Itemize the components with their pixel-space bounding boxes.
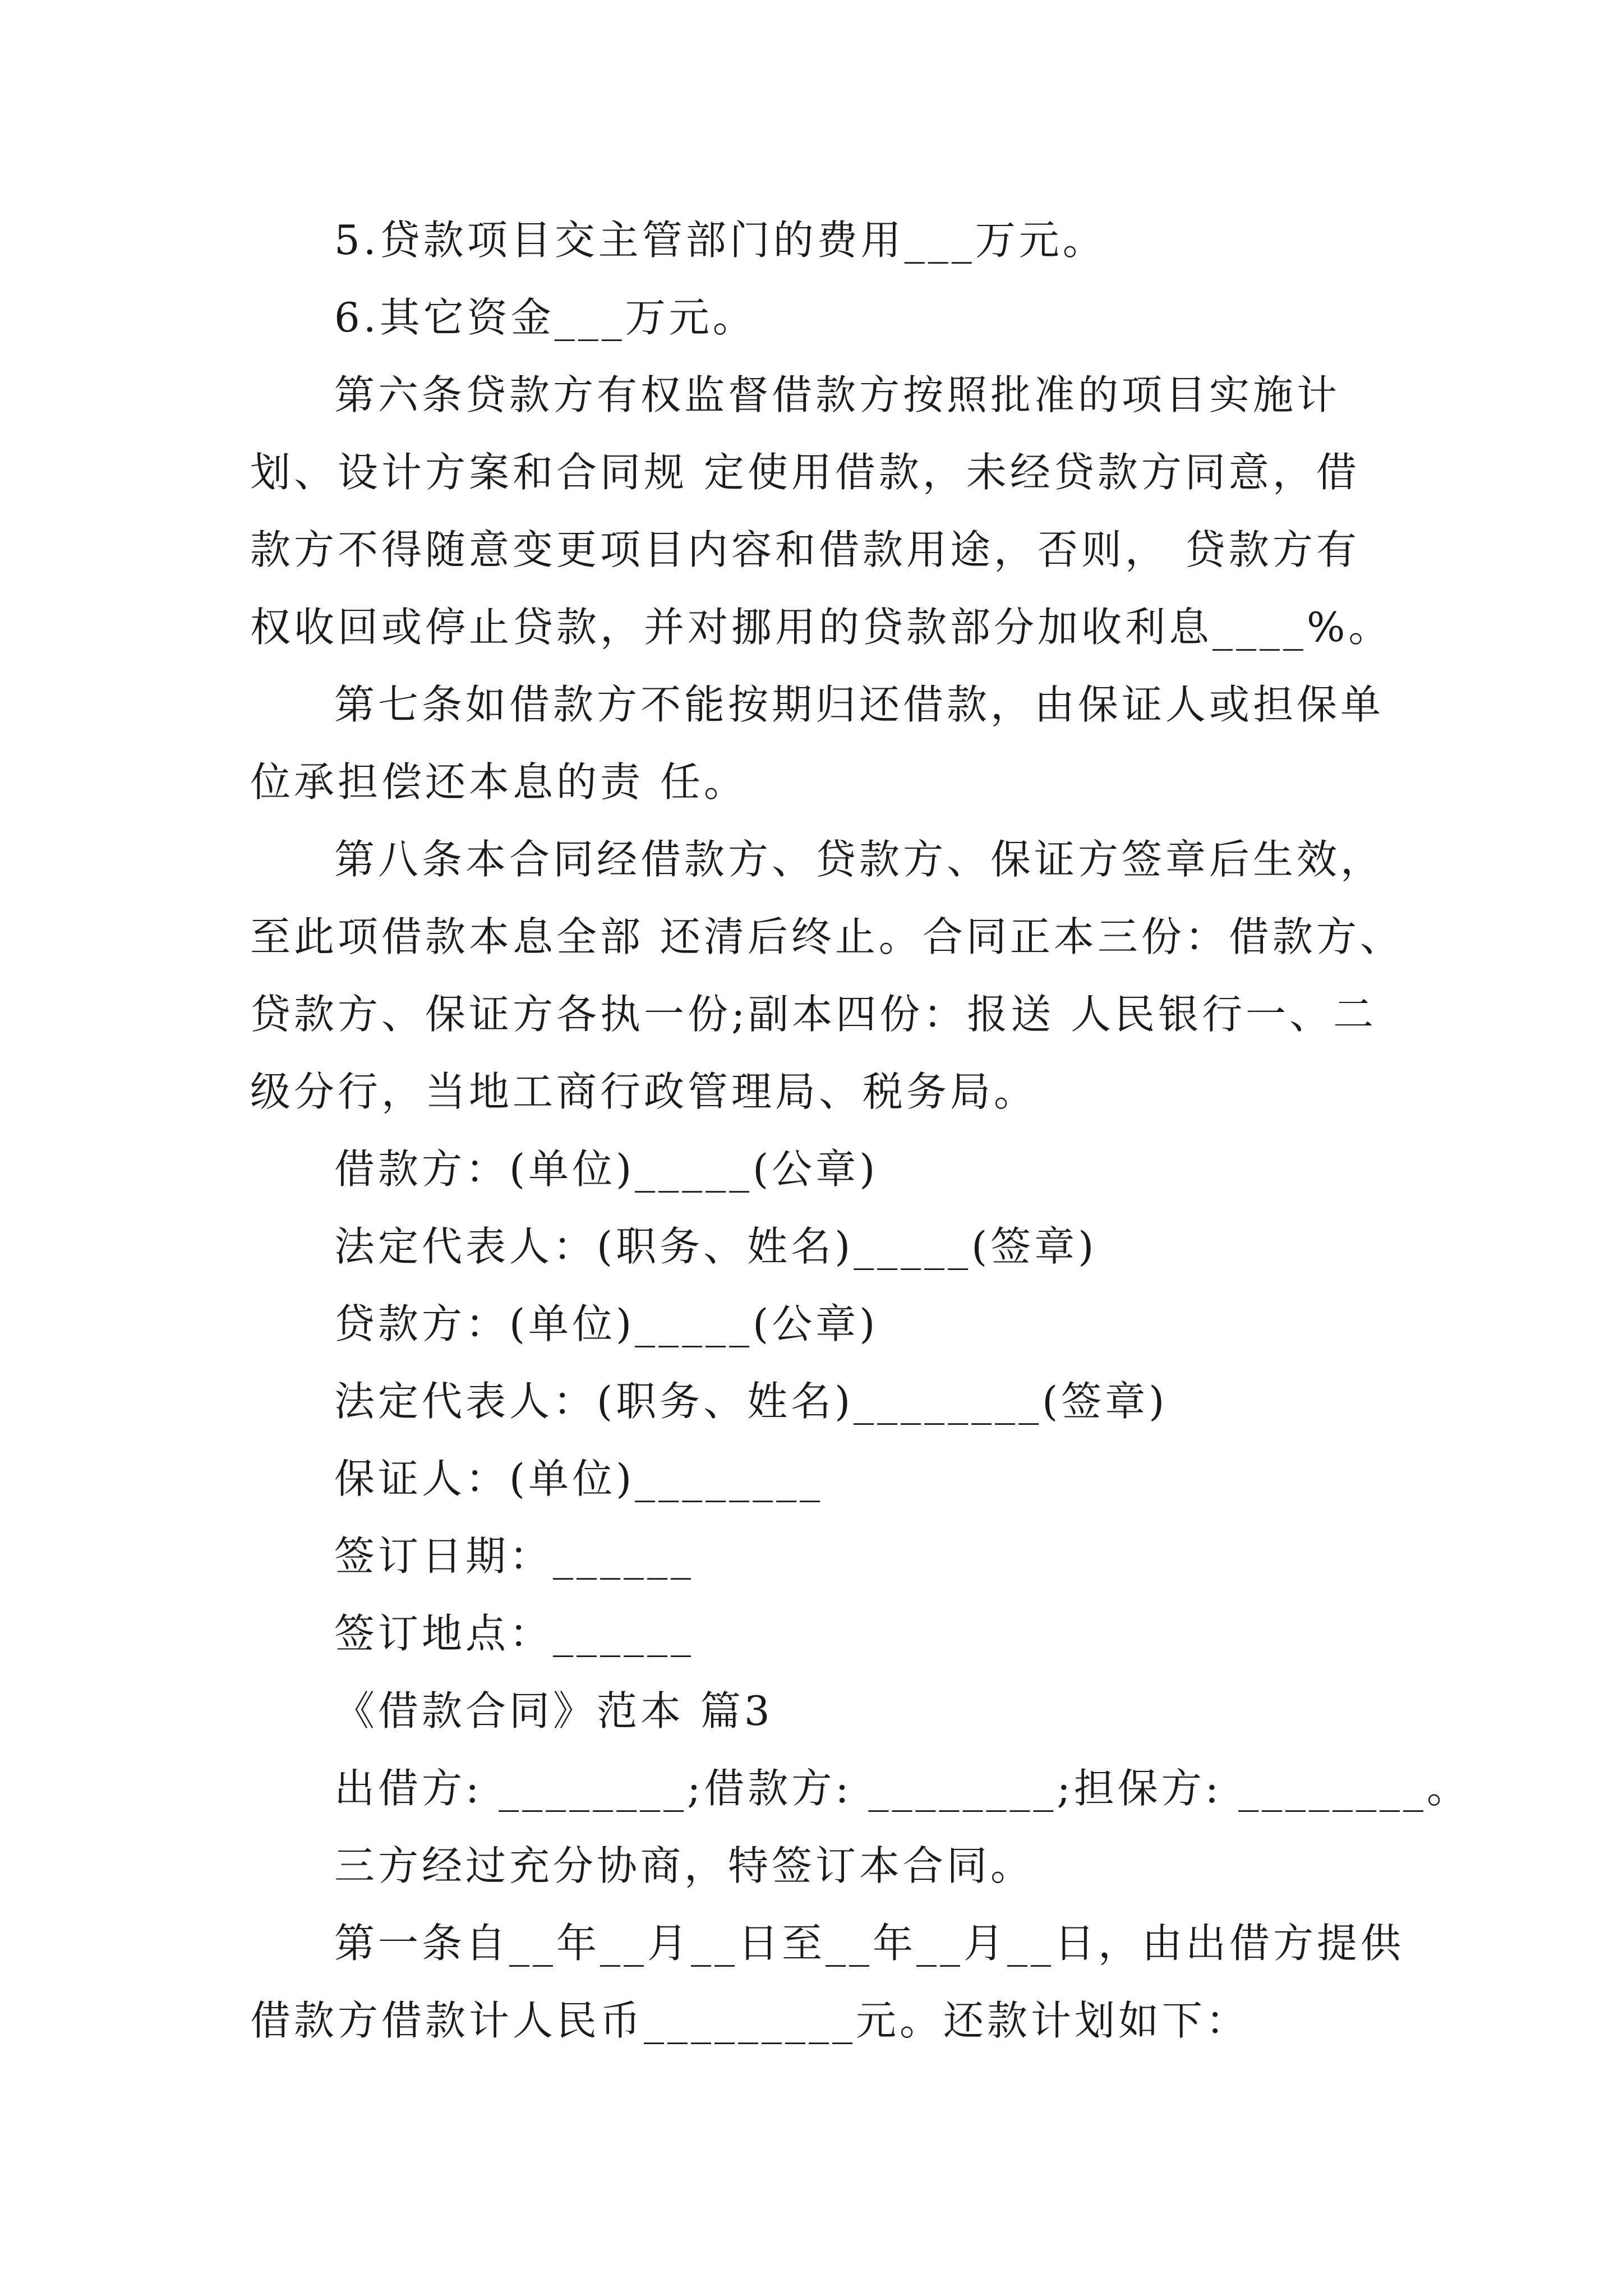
parties-line: 出借方: ________;借款方: ________;担保方: ________。	[334, 1765, 1470, 1812]
article-6-line-2: 划、设计方案和合同规 定使用借款，未经贷款方同意，借	[250, 449, 1360, 496]
article-8-line-2: 至此项借款本息全部 还清后终止。合同正本三份：借款方、	[250, 913, 1404, 960]
article-8-line-4: 级分行，当地工商行政管理局、税务局。	[250, 1068, 1038, 1115]
lender-signature-line: 贷款方：(单位)_____(公章)	[334, 1300, 879, 1347]
borrower-signature-line: 借款方：(单位)_____(公章)	[334, 1145, 879, 1193]
agreement-intro-line: 三方经过充分协商，特签订本合同。	[334, 1842, 1035, 1889]
signing-date-line: 签订日期：______	[334, 1533, 695, 1580]
article-8-line-1: 第八条本合同经借款方、贷款方、保证方签章后生效，	[334, 836, 1385, 883]
item-6-other-funds: 6.其它资金___万元。	[334, 294, 757, 341]
article-6-line-1: 第六条贷款方有权监督借款方按照批准的项目实施计	[334, 371, 1341, 418]
article-8-line-3: 贷款方、保证方各执一份;副本四份：报送 人民银行一、二	[250, 991, 1377, 1038]
guarantor-line: 保证人：(单位)________	[334, 1455, 824, 1502]
article-1-line-1: 第一条自__年__月__日至__年__月__日，由出借方提供	[334, 1920, 1405, 1967]
section-heading-part-3: 《借款合同》范本 篇3	[334, 1687, 773, 1734]
signing-place-line: 签订地点：______	[334, 1610, 695, 1657]
borrower-legal-rep-line: 法定代表人：(职务、姓名)_____(签章)	[334, 1223, 1098, 1270]
lender-legal-rep-line: 法定代表人：(职务、姓名)________(签章)	[334, 1378, 1168, 1425]
article-7-line-2: 位承担偿还本息的责 任。	[250, 758, 748, 806]
article-6-line-3: 款方不得随意变更项目内容和借款用途，否则， 贷款方有	[250, 526, 1360, 573]
article-7-line-1: 第七条如借款方不能按期归还借款，由保证人或担保单	[334, 681, 1385, 728]
item-5-loan-fees: 5.贷款项目交主管部门的费用___万元。	[334, 217, 1106, 264]
article-6-line-4: 权收回或停止贷款，并对挪用的贷款部分加收利息____%。	[250, 604, 1393, 651]
article-1-line-2: 借款方借款计人民币_________元。还款计划如下：	[250, 1997, 1250, 2044]
